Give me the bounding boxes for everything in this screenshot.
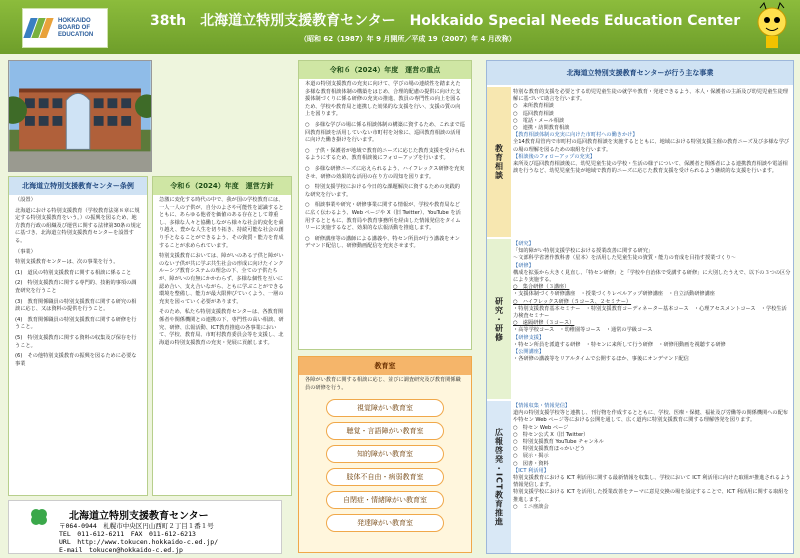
room-developmental: 発達障がい教育室 xyxy=(326,514,444,532)
ordinance-paragraph: (2) 特別支援教育に関する専門的、技術的事項の調査研究を行うこと xyxy=(15,280,137,294)
research-band xyxy=(487,239,511,399)
header-banner xyxy=(0,0,800,54)
research-label: 研究・研修 xyxy=(494,296,504,342)
contact-card xyxy=(8,500,282,554)
contact-url[interactable]: URL http://www.tokucen.hokkaido-c.ed.jp/ xyxy=(59,538,219,546)
focus-item: ○ 研修講座等の講師による講義や、特セン所員が行う講義をオンデマンド配信し、研修動画配信を充実させます。 xyxy=(305,235,460,250)
clover-icon xyxy=(29,507,49,527)
ordinance-text xyxy=(9,195,147,373)
services-heading: 北海道立特別支援教育センターが行う主な事業 xyxy=(487,61,793,85)
classrooms-box xyxy=(298,356,472,553)
services-panel xyxy=(486,60,794,554)
focus-text xyxy=(299,79,471,256)
contact-email[interactable]: E-mail tokucen@hokkaido-c.ed.jp xyxy=(59,546,183,554)
contact-phone: TEL 011-612-6211 FAX 011-612-6213 xyxy=(59,530,196,538)
consult-band xyxy=(487,87,511,237)
ordinance-paragraph: (6) その他特別支援教育の振興を図るために必要な事業 xyxy=(15,353,137,367)
consult-label: 教育相談 xyxy=(494,144,504,180)
ordinance-paragraph: (3) 教育関係職員の特別支援教育に関する研究の相談に応じ、又は資料の提供を行うこと。 xyxy=(15,298,137,313)
ordinance-paragraph: （事業） xyxy=(15,248,36,255)
focus-item: ○ 相談事業や研究・研修事業に関する情報が、学校や教育局などに広く伝わるよう、Web ページや X（旧 Twitter）、YouTube を活用するとともに、教育局や教育事務所を経由した情報発信をタイムリーに実施するなど、効果的な広報活動を推進します。 xyxy=(305,202,461,232)
focus-item: ○ 子供・保護者が地域で教育的ニーズに応じた教育支援を受けられるようにするため、教育相談後にフォローアップを行います。 xyxy=(305,147,465,162)
policy-text xyxy=(153,195,291,352)
focus-heading: 令和６（2024）年度 運営の重点 xyxy=(299,61,471,79)
ordinance-box xyxy=(8,176,148,496)
ordinance-heading: 北海道立特別支援教育センター条例 xyxy=(9,177,147,195)
ordinance-paragraph: (5) 特別支援教育に関する資料の収集及び保存を行うこと。 xyxy=(15,334,137,349)
ordinance-paragraph: 特別支援教育センターは、次の事業を行う。 xyxy=(15,259,119,266)
room-physical: 肢体不自由・病弱教育室 xyxy=(326,468,444,486)
policy-box xyxy=(152,176,292,496)
mascot-icon xyxy=(752,2,792,50)
focus-intro: 本道の特別支援教育の充実に向けて、学びの場の連続性を踏まえた多様な教育相談体制の構築をはじめ、合理的配慮の提供に向けた支援体制づくりに係る研修の充実の推進、教員の専門性の向上を図るため、学校や教育局と連携した効果的な支援を行い、支援の質の向上を図ります。 xyxy=(305,81,461,118)
ordinance-paragraph: (4) 教育関係職員の特別支援教育に関する研修を行うこと。 xyxy=(15,316,137,331)
board-logo-text: HOKKAIDO BOARD OF EDUCATION xyxy=(58,17,94,38)
building-photo xyxy=(8,60,152,172)
ict-label: 広報啓発・ICT教育推進 xyxy=(494,427,504,527)
policy-paragraph: そのため、私たち特別支援教育センターは、各教育関係者や関係機関との連携の下、専門性の高い相談、研究、研修、広報活動、ICT教育推進の各事業において、学校、教育局、市町村教育委員会等を支援し、北海道の特別支援教育の充実・発展に貢献します。 xyxy=(159,309,284,346)
room-visual: 視覚障がい教育室 xyxy=(326,399,444,417)
ordinance-paragraph: (1) 道民の特別支援教育に関する相談に係ること xyxy=(15,269,132,276)
consult-text: 特別な教育的支援を必要とする幼児児童生徒の就学や教育・発達できるよう、本人・保護者の主訴及び幼児児童生徒理解に基づいて助言を行います。 ○ 来所教育相談 ○ 巡回教育相談 ○ 電話・メール相談 ○ 連携・訪問教育相談 【教育相談体制の充実に向けた市町村への働きかけ】 全14教育局管内で市町村の巡回教育相談を実施するとともに、地域における特別支援主催の教育ニーズ及び多様な学びの場の理解を図るための取組を行います。 【相談後のフォローアップの充実】 来所及び巡回教育相談後に、幼児児童生徒の学校・生活の様子について、保護者と関係者による連携教育相談や電話相談を行うなど、幼児児童生徒が地域で教育的ニーズに応じた教育支援を受けられるよう継続的な支援を行います。 xyxy=(513,89,790,175)
contact-name: 北海道立特別支援教育センター xyxy=(69,511,209,522)
board-logo xyxy=(22,8,108,48)
focus-item: ○ 多様な学びの場に係る相談体制の構築に資するため、これまで巡回教育相談を活用していない市町村を対象に、巡回教育相談の活用に向けた働き掛けを行います。 xyxy=(305,121,465,144)
ict-band xyxy=(487,401,511,553)
policy-paragraph: 急激に変化する時代の中で、我が国の学校教育には、一人一人の子供が、自分のよさや可能性を認識するとともに、あらゆる他者を価値のある存在として尊重し、多様な人々と協働しながら様々な社会的変化を乗り越え、豊かな人生を切り拓き、持続可能な社会の創り手となることができるよう、その資質・能力を育成することが求められています。 xyxy=(159,197,284,249)
contact-address: 〒064-0944 札幌市中央区円山西町２丁目１番１号 xyxy=(59,522,214,530)
classrooms-heading: 教育室 xyxy=(299,357,471,375)
policy-heading: 令和６（2024）年度 運営方針 xyxy=(153,177,291,195)
focus-item: ○ 多様な研修ニーズに応えられるよう、ハイフレックス研修を充実させ、研修の効果的な活用の在り方の周知を図ります。 xyxy=(305,165,465,180)
page-subtitle: （昭和 62（1987）年 9 月開所／平成 19（2007）年 4 月改称） xyxy=(300,35,516,43)
room-autism: 自閉症・情緒障がい教育室 xyxy=(326,491,444,509)
room-hearing: 聴覚・言語障がい教育室 xyxy=(326,422,444,440)
focus-item: ○ 特別支援学校における今日的な課題解決に資するための実践的な研究を行います。 xyxy=(305,184,460,198)
classrooms-intro: 各障がい教育に関する相談に応じ、並びに調査研究及び教育関係職員の研修を行う。 xyxy=(305,377,461,391)
room-intellectual: 知的障がい教育室 xyxy=(326,445,444,463)
board-logo-icon xyxy=(25,13,55,43)
ordinance-paragraph: （設置） xyxy=(15,197,36,203)
research-text: 【研究】 「知的障がい特別支援学校における授業改善に関する研究」 〜文部科学省著作教科書（星本）を活用した児童生徒の資質・能力の育成を目指す授業づくり〜 【研修】 構成を拡張から大きく見直し、「特セン研修」と「学校や自治体で受講する研修」に大別したうえで、以下の３つの区分により実施する。 ○ 集合研修（３講座） ・支援体制づくり研修講座 ・授業づくりレベルアップ研修講座 ・自立活動研修講座 ○ ハイフレックス研修（５コース、２セミナー） ・特別支援教育基本セミナー ・特別支援教育コーディネーター基本コース ・心理アセスメントコース ・学校生活力検査セミナー ○ 遠隔研修（３コース） ・高等学校コース ・幼稚園等コース ・通常の学級コース 【研修支援】 ・特セン所員を派遣する研修 ・特センに来所して行う研修 ・研修用動画を視聴する研修 【公開講座】 ・各研修の講義等をリアルタイムで公開するほか、事後にオンデマンド配信 xyxy=(513,241,791,363)
focus-box xyxy=(298,60,472,350)
ordinance-paragraph: 北海道における特別支援教育（学校教育法第８章に規定する特別支援教育をいう。）の振興を図るため、地方教育行政の組織及び運営に関する法律第30条の規定に基づき、北海道立特別支援教育センターを設置する。 xyxy=(15,207,141,244)
ict-text: 【情報収集・情報発信】 道内の特別支援学校等と連携し、刊行物を作成するとともに、学校、医療・保健、福祉及び労働等の関係機関への配布や特セン Web ページ等における公開を通して、広く道内に特別支援教育に関する理解啓発を図ります。 ○ 特セン Web ページ ○ 特セン公式 X（旧 Twitter） ○ 特別支援教育 YouTube チャンネル ○ 特別支援教育ほっかいどう ○ 展示・掲示 ○ 図書・資料 【ICT 利活用】 特別支援教育における ICT 利活用に関する最新情報を収集し、学校において ICT 利活用に向けた取組が推進されるよう情報発信します。 特別支援学校における ICT を活用した授業改善をテーマに意見交換の場を設定することで、ICT 利活用に関する取組を推進します。 ○ ミニ座談会 xyxy=(513,403,791,510)
page-title: 38th 北海道立特別支援教育センター Hokkaido Special Needs Education Center xyxy=(150,13,741,29)
policy-paragraph: 特別支援教育においては、障がいのある子供と障がいのない子供が共に学ぶ共生社会の形成に向けたインクルーシブ教育システムの理念の下、全ての子供たちが、障がいの有無にかかわらず、多様な個性を互いに認め合い、支え合いながら、ともに学ぶことができる環境を整備し、能力が最大限伸びていくよう、一層の充実を図っていく必要があります。 xyxy=(159,253,284,305)
